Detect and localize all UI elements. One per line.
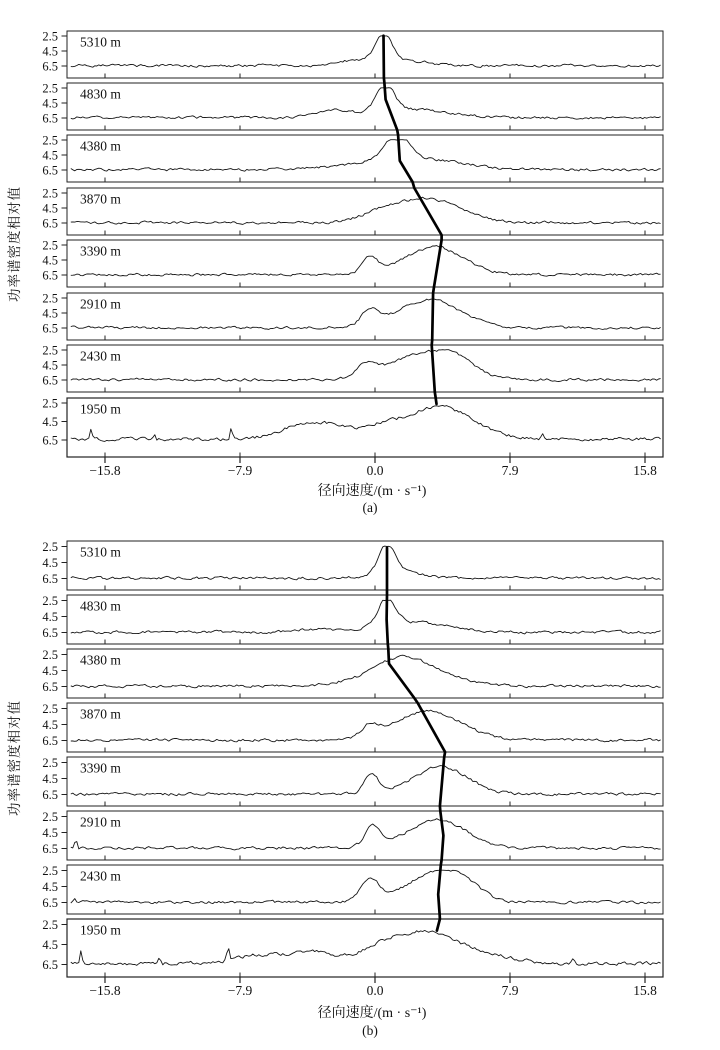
y-tick-label: 6.5 bbox=[42, 216, 58, 231]
y-tick-label: 6.5 bbox=[42, 373, 58, 388]
range-gate-label: 3390 m bbox=[80, 760, 121, 776]
spectrum-curve bbox=[71, 870, 661, 904]
x-axis-tick-label: 0.0 bbox=[366, 983, 384, 998]
spectrum-curve bbox=[71, 140, 661, 172]
subplot-frame bbox=[67, 31, 663, 78]
subplot-2910m-a bbox=[42, 292, 663, 341]
subplot-frame bbox=[67, 83, 663, 130]
y-tick-label: 4.5 bbox=[42, 880, 58, 894]
range-gate-label: 4830 m bbox=[80, 598, 121, 614]
y-tick-label: 2.5 bbox=[42, 594, 58, 608]
subplot-3390m-b bbox=[42, 756, 663, 806]
subplot-frame bbox=[67, 398, 663, 457]
y-tick-label: 6.5 bbox=[42, 59, 58, 74]
y-tick-label: 6.5 bbox=[42, 321, 58, 336]
subplot-1950m-b bbox=[42, 918, 663, 977]
spectrum-curve bbox=[71, 405, 661, 441]
y-tick-label: 6.5 bbox=[42, 896, 58, 910]
x-axis-tick-label: −7.9 bbox=[227, 463, 253, 478]
spectrum-curve bbox=[71, 930, 661, 965]
subplot-5310m-a bbox=[42, 30, 663, 79]
range-gate-label: 2430 m bbox=[80, 348, 121, 364]
subplot-frame bbox=[67, 649, 663, 698]
panel-a bbox=[42, 30, 663, 479]
range-gate-label: 4380 m bbox=[80, 652, 121, 668]
y-tick-label: 6.5 bbox=[42, 433, 58, 448]
subplot-frame bbox=[67, 240, 663, 287]
subplot-frame bbox=[67, 919, 663, 977]
y-tick-label: 4.5 bbox=[42, 358, 58, 373]
y-tick-label: 2.5 bbox=[42, 756, 58, 770]
range-gate-label: 4380 m bbox=[80, 138, 121, 154]
subplot-3870m-b bbox=[42, 702, 663, 752]
y-tick-label: 2.5 bbox=[42, 810, 58, 824]
y-tick-label: 6.5 bbox=[42, 958, 58, 972]
x-axis-title-panel-b: 径向速度/(m · s⁻¹) bbox=[317, 1006, 427, 1021]
y-tick-label: 4.5 bbox=[42, 556, 58, 570]
subplot-frame bbox=[67, 541, 663, 590]
subplot-3870m-a bbox=[42, 187, 663, 236]
range-gate-label: 5310 m bbox=[80, 544, 121, 560]
subplot-frame bbox=[67, 595, 663, 644]
y-tick-label: 2.5 bbox=[42, 343, 58, 358]
y-tick-label: 4.5 bbox=[42, 201, 58, 216]
y-tick-label: 2.5 bbox=[42, 648, 58, 662]
y-axis-title-panel-a: 功率谱密度相对值 bbox=[7, 186, 22, 302]
y-tick-label: 4.5 bbox=[42, 44, 58, 59]
subplot-5310m-b bbox=[42, 540, 663, 590]
subplot-4380m-a bbox=[42, 134, 663, 183]
panel-tag-b: (b) bbox=[362, 1023, 378, 1038]
x-axis-tick-label: 0.0 bbox=[366, 463, 384, 478]
y-tick-label: 6.5 bbox=[42, 111, 58, 126]
subplot-4380m-b bbox=[42, 648, 663, 698]
subplot-frame bbox=[67, 703, 663, 752]
subplot-frame bbox=[67, 293, 663, 340]
y-tick-label: 4.5 bbox=[42, 938, 58, 952]
range-gate-label: 4830 m bbox=[80, 86, 121, 102]
y-tick-label: 4.5 bbox=[42, 415, 58, 429]
x-axis-tick-label: −15.8 bbox=[89, 463, 121, 478]
x-axis-tick-label: 15.8 bbox=[633, 463, 657, 478]
y-tick-label: 2.5 bbox=[42, 396, 58, 411]
y-axis-title-panel-b: 功率谱密度相对值 bbox=[7, 700, 22, 816]
y-tick-label: 4.5 bbox=[42, 96, 58, 111]
spectrum-curve bbox=[71, 652, 661, 688]
spectrum-curve bbox=[71, 710, 661, 742]
subplot-4830m-a bbox=[42, 82, 663, 131]
subplot-2430m-a bbox=[42, 344, 663, 393]
x-axis-tick-label: 7.9 bbox=[501, 463, 519, 478]
spectrum-curve bbox=[71, 350, 661, 382]
wind-profile-line bbox=[387, 548, 446, 931]
y-tick-label: 2.5 bbox=[42, 918, 58, 932]
y-tick-label: 2.5 bbox=[42, 81, 58, 96]
y-tick-label: 6.5 bbox=[42, 572, 58, 586]
y-tick-label: 4.5 bbox=[42, 718, 58, 732]
spectrum-curve bbox=[71, 296, 661, 330]
range-gate-label: 3870 m bbox=[80, 706, 121, 722]
spectrum-curve bbox=[71, 766, 661, 796]
y-tick-label: 4.5 bbox=[42, 664, 58, 678]
subplot-frame bbox=[67, 345, 663, 392]
y-tick-label: 4.5 bbox=[42, 148, 58, 163]
subplot-1950m-a bbox=[42, 397, 663, 458]
x-axis-tick-label: 15.8 bbox=[633, 983, 657, 998]
y-tick-label: 6.5 bbox=[42, 680, 58, 694]
spectrum-curve bbox=[71, 600, 661, 634]
y-tick-label: 2.5 bbox=[42, 186, 58, 201]
x-axis-tick-label: −7.9 bbox=[227, 983, 253, 998]
y-tick-label: 2.5 bbox=[42, 540, 58, 554]
y-tick-label: 4.5 bbox=[42, 826, 58, 840]
spectrum-curve bbox=[71, 243, 661, 277]
y-tick-label: 6.5 bbox=[42, 626, 58, 640]
range-gate-label: 3390 m bbox=[80, 243, 121, 259]
y-tick-label: 2.5 bbox=[42, 133, 58, 148]
y-tick-label: 6.5 bbox=[42, 268, 58, 283]
spectrum-curve bbox=[71, 88, 661, 120]
y-tick-label: 2.5 bbox=[42, 29, 58, 44]
subplot-frame bbox=[67, 865, 663, 914]
y-tick-label: 6.5 bbox=[42, 163, 58, 178]
y-tick-label: 2.5 bbox=[42, 238, 58, 253]
x-axis-tick-label: 7.9 bbox=[501, 983, 519, 998]
spectrum-curve bbox=[71, 819, 661, 850]
wind-profile-line bbox=[384, 36, 442, 404]
spectrum-curve bbox=[71, 197, 661, 224]
range-gate-label: 1950 m bbox=[80, 922, 121, 938]
y-tick-label: 4.5 bbox=[42, 772, 58, 786]
spectrum-curve bbox=[71, 546, 661, 580]
subplot-frame bbox=[67, 811, 663, 860]
y-tick-label: 6.5 bbox=[42, 842, 58, 856]
subplot-3390m-a bbox=[42, 239, 663, 288]
y-tick-label: 2.5 bbox=[42, 291, 58, 306]
x-axis-title-panel-a: 径向速度/(m · s⁻¹) bbox=[317, 484, 427, 499]
subplot-2910m-b bbox=[42, 810, 663, 860]
y-tick-label: 4.5 bbox=[42, 610, 58, 624]
y-tick-label: 6.5 bbox=[42, 734, 58, 748]
panel-b bbox=[42, 540, 663, 998]
subplot-4830m-b bbox=[42, 594, 663, 644]
range-gate-label: 5310 m bbox=[80, 34, 121, 50]
range-gate-label: 1950 m bbox=[80, 401, 121, 417]
range-gate-label: 3870 m bbox=[80, 191, 121, 207]
y-tick-label: 4.5 bbox=[42, 253, 58, 268]
subplot-frame bbox=[67, 135, 663, 182]
y-tick-label: 4.5 bbox=[42, 306, 58, 321]
subplot-2430m-b bbox=[42, 864, 663, 914]
y-tick-label: 2.5 bbox=[42, 864, 58, 878]
subplot-frame bbox=[67, 757, 663, 806]
range-gate-label: 2910 m bbox=[80, 814, 121, 830]
y-tick-label: 6.5 bbox=[42, 788, 58, 802]
y-tick-label: 2.5 bbox=[42, 702, 58, 716]
subplot-frame bbox=[67, 188, 663, 235]
range-gate-label: 2910 m bbox=[80, 296, 121, 312]
spectrum-curve bbox=[71, 36, 661, 68]
range-gate-label: 2430 m bbox=[80, 868, 121, 884]
x-axis-tick-label: −15.8 bbox=[89, 983, 121, 998]
panel-tag-a: (a) bbox=[362, 500, 378, 515]
